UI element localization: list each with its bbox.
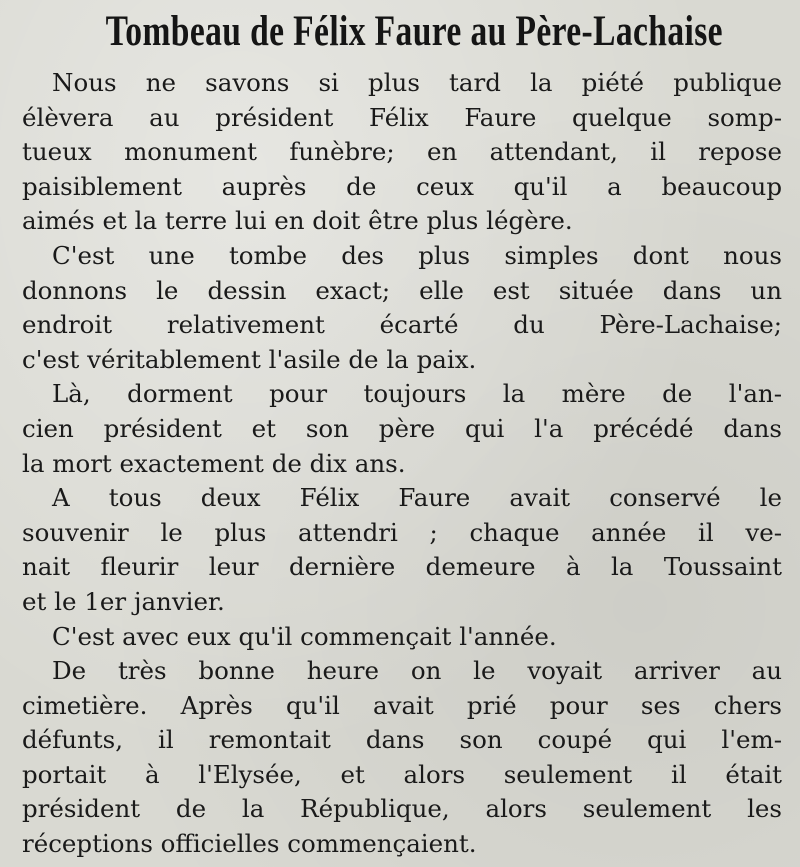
text-line: réceptions officielles commençaient. bbox=[22, 829, 477, 859]
text-line: De très bonne heure on le voyait arriver au bbox=[52, 656, 782, 686]
text-line: C'est avec eux qu'il commençait l'année. bbox=[52, 621, 557, 651]
text-line: souvenir le plus attendri ; chaque année il ve- bbox=[22, 517, 782, 547]
article-body bbox=[22, 66, 782, 862]
text-line: défunts, il remontait dans son coupé qui l'em- bbox=[22, 725, 782, 755]
text-line: nait fleurir leur dernière demeure à la Toussaint bbox=[22, 552, 782, 582]
article-title: Tombeau de Félix Faure au Père-Lachaise bbox=[105, 8, 723, 55]
article-paragraph bbox=[22, 377, 782, 481]
text-line: cimetière. Après qu'il avait prié pour ses chers bbox=[22, 690, 782, 720]
text-line: A tous deux Félix Faure avait conservé le bbox=[52, 483, 782, 513]
text-line: c'est véritablement l'asile de la paix. bbox=[22, 344, 477, 374]
text-line: donnons le dessin exact; elle est située dans un bbox=[22, 275, 782, 305]
text-line: C'est une tombe des plus simples dont nous bbox=[52, 240, 782, 270]
text-line: tueux monument funèbre; en attendant, il repose bbox=[22, 137, 782, 167]
text-line: Là, dorment pour toujours la mère de l'an- bbox=[52, 379, 782, 409]
article-paragraph bbox=[22, 239, 782, 377]
text-line: président de la République, alors seulement les bbox=[22, 794, 782, 824]
article-paragraph bbox=[22, 481, 782, 619]
text-line: cien président et son père qui l'a précédé dans bbox=[22, 413, 782, 443]
text-line: Nous ne savons si plus tard la piété publique bbox=[52, 68, 782, 97]
article-paragraph bbox=[22, 66, 782, 239]
text-line: élèvera au président Félix Faure quelque somp- bbox=[22, 102, 782, 132]
text-line: endroit relativement écarté du Père-Lachaise; bbox=[22, 310, 782, 340]
text-line: et le 1er janvier. bbox=[22, 586, 225, 616]
text-line: aimés et la terre lui en doit être plus légère. bbox=[22, 206, 573, 236]
text-line: la mort exactement de dix ans. bbox=[22, 448, 406, 478]
text-line: paisiblement auprès de ceux qu'il a beaucoup bbox=[22, 171, 782, 201]
article-paragraph bbox=[22, 654, 782, 862]
text-line: portait à l'Elysée, et alors seulement il était bbox=[22, 759, 782, 789]
article-paragraph bbox=[22, 620, 782, 655]
